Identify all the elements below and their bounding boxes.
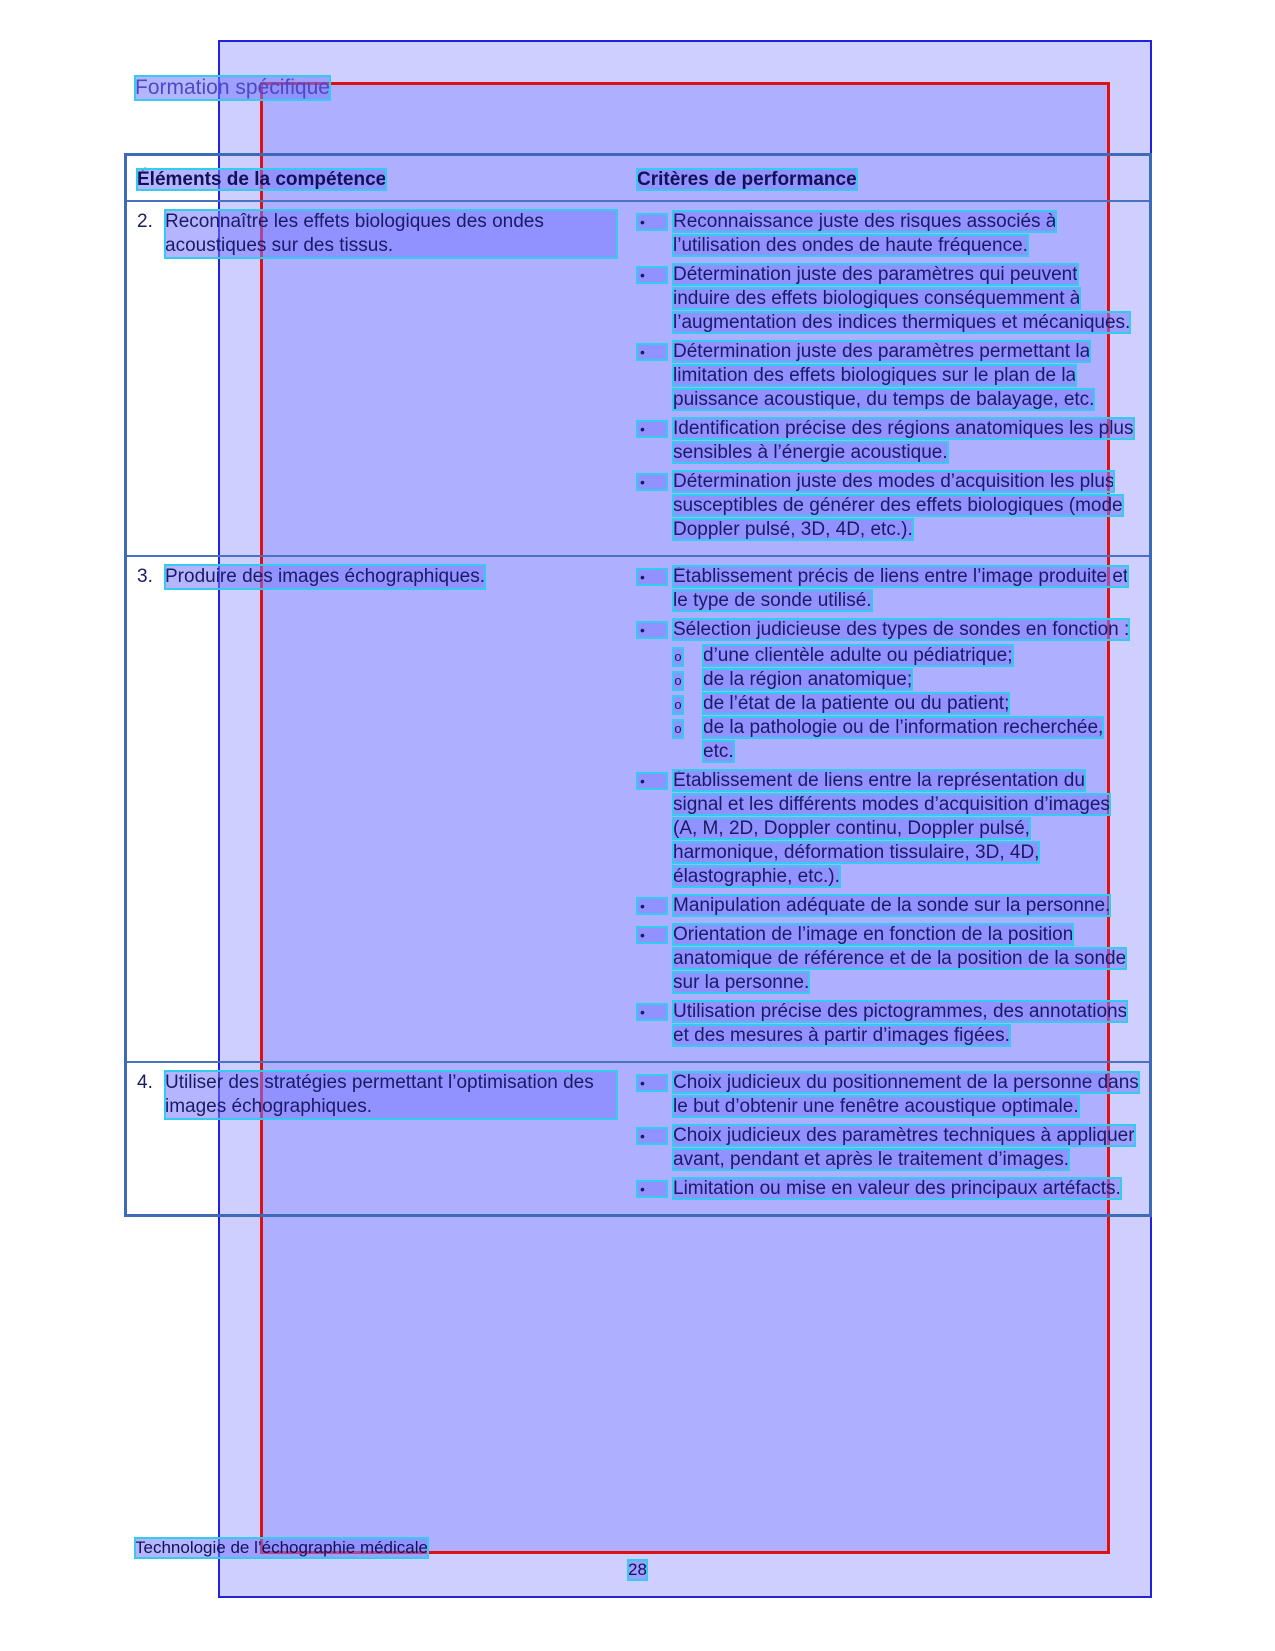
criteria-item [637, 894, 1139, 918]
header-elements [126, 155, 628, 202]
criteria-text: Établissement de liens entre la représentation du signal et les différents modes d’acquisition d’images (A, M, 2D, Doppler continu, Doppler pulsé, harmonique, déformation tissulaire, 3D, 4D, élastographie, etc.). [673, 770, 1110, 887]
criteria-cell [627, 201, 1151, 556]
table-body [126, 201, 1151, 1216]
bullet-icon: • [637, 898, 667, 914]
competence-element [137, 565, 617, 589]
bullet-icon: • [637, 474, 667, 490]
criteria-text: Manipulation adéquate de la sonde sur la personne. [673, 895, 1111, 916]
criteria-item [637, 769, 1139, 889]
competence-element [137, 1071, 617, 1119]
competence-table [124, 153, 1152, 1217]
criteria-text: Choix judicieux du positionnement de la personne dans le but d’obtenir une fenêtre acoustique optimale. [673, 1072, 1139, 1117]
element-cell [126, 201, 628, 556]
bullet-icon: • [637, 267, 667, 283]
criteria-text: Établissement précis de liens entre l’image produite et le type de sonde utilisé. [673, 566, 1129, 611]
page-number: 28 [628, 1560, 647, 1579]
bullet-icon: • [637, 421, 667, 437]
element-number: 3. [137, 566, 153, 587]
element-text: Produire des images échographiques. [165, 566, 486, 587]
bullet-icon: • [637, 569, 667, 585]
criteria-text: Choix judicieux des paramètres techniques à appliquer avant, pendant et après le traitement d’images. [673, 1125, 1135, 1170]
criteria-item [637, 417, 1139, 465]
sub-criteria-text: de l’état de la patiente ou du patient; [703, 693, 1010, 714]
criteria-text: Limitation ou mise en valeur des principaux artéfacts. [673, 1178, 1121, 1199]
bullet-icon: • [637, 1128, 667, 1144]
criteria-text: Reconnaissance juste des risques associés à l’utilisation des ondes de haute fréquence. [673, 211, 1057, 256]
criteria-text: Utilisation précise des pictogrammes, des annotations et des mesures à partir d’images figées. [673, 1001, 1128, 1046]
criteria-list [637, 210, 1139, 542]
header-criteria-label: Critères de performance [637, 169, 857, 190]
criteria-item [637, 1000, 1139, 1048]
criteria-text: Détermination juste des modes d’acquisition les plus susceptibles de générer des effets biologiques (mode Doppler pulsé, 3D, 4D, etc.). [673, 471, 1123, 540]
sub-criteria-item [673, 644, 1139, 668]
criteria-item [637, 263, 1139, 335]
sub-criteria-item [673, 716, 1139, 764]
sub-criteria-item [673, 668, 1139, 692]
element-cell [126, 556, 628, 1062]
criteria-text: Détermination juste des paramètres qui peuvent induire des effets biologiques conséquemment à l’augmentation des indices thermiques et mécaniques. [673, 264, 1131, 333]
table-row [126, 556, 1151, 1062]
criteria-cell [627, 556, 1151, 1062]
element-number: 4. [137, 1072, 153, 1093]
bullet-icon: • [637, 622, 667, 638]
square-bullet-icon: o [674, 673, 682, 688]
square-bullet-icon: o [674, 721, 682, 736]
competence-element [137, 210, 617, 258]
header-criteria [627, 155, 1151, 202]
square-bullet-icon: o [674, 649, 682, 664]
criteria-text: Sélection judicieuse des types de sondes en fonction : [673, 619, 1130, 640]
bullet-icon: • [637, 927, 667, 943]
bullet-icon: • [637, 1181, 667, 1197]
sub-criteria-text: d’une clientèle adulte ou pédiatrique; [703, 645, 1013, 666]
criteria-list [637, 1071, 1139, 1201]
sub-criteria-list [673, 644, 1139, 764]
criteria-item [637, 565, 1139, 613]
criteria-text: Détermination juste des paramètres permettant la limitation des effets biologiques sur le plan de la puissance acoustique, du temps de balayage, etc. [673, 341, 1095, 410]
element-number: 2. [137, 211, 153, 232]
criteria-list [637, 565, 1139, 1048]
criteria-cell [627, 1062, 1151, 1216]
criteria-text: Identification précise des régions anatomiques les plus sensibles à l’énergie acoustique. [673, 418, 1134, 463]
criteria-item [637, 210, 1139, 258]
element-text: Utiliser des stratégies permettant l’optimisation des images échographiques. [165, 1071, 617, 1119]
square-bullet-icon: o [674, 697, 682, 712]
footer-program-title: Technologie de l’échographie médicale [135, 1538, 428, 1557]
header-elements-label: Éléments de la compétence [137, 169, 387, 190]
element-text: Reconnaître les effets biologiques des ondes acoustiques sur des tissus. [165, 210, 617, 258]
criteria-item [637, 1124, 1139, 1172]
sub-criteria-item [673, 692, 1139, 716]
criteria-item [637, 1177, 1139, 1201]
criteria-item [637, 470, 1139, 542]
bullet-icon: • [637, 773, 667, 789]
bullet-icon: • [637, 214, 667, 230]
criteria-item [637, 1071, 1139, 1119]
section-label: Formation spécifique [135, 76, 330, 99]
table-header-row [126, 155, 1151, 202]
table-row [126, 201, 1151, 556]
criteria-item [637, 340, 1139, 412]
bullet-icon: • [637, 1004, 667, 1020]
criteria-item [637, 923, 1139, 995]
element-cell [126, 1062, 628, 1216]
bullet-icon: • [637, 344, 667, 360]
criteria-text: Orientation de l’image en fonction de la position anatomique de référence et de la position de la sonde sur la personne. [673, 924, 1127, 993]
bullet-icon: • [637, 1075, 667, 1091]
sub-criteria-text: de la région anatomique; [703, 669, 913, 690]
table-row [126, 1062, 1151, 1216]
sub-criteria-text: de la pathologie ou de l’information recherchée, etc. [703, 717, 1104, 762]
criteria-item [637, 618, 1139, 764]
